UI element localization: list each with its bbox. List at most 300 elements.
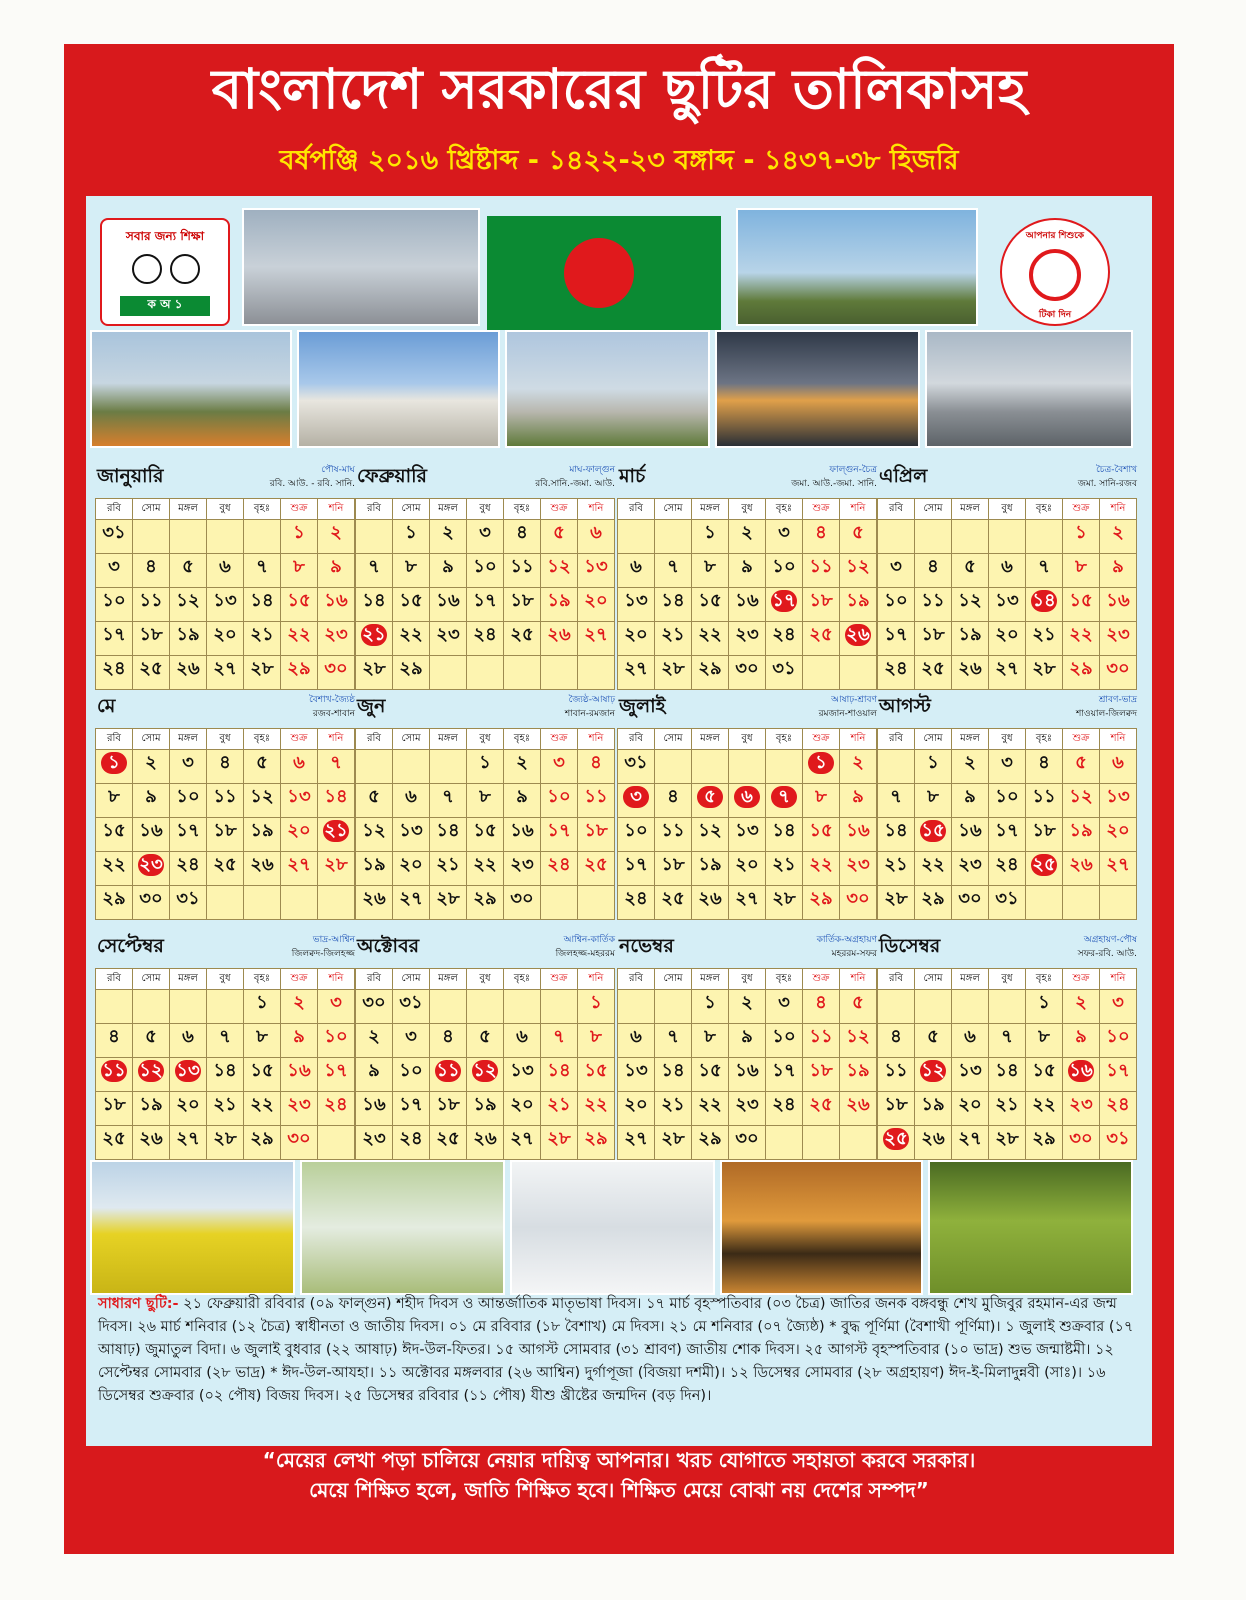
day-cell [393, 852, 430, 886]
week-row [618, 784, 877, 818]
day-cell [803, 750, 840, 784]
month-name: সেপ্টেম্বর [97, 935, 164, 957]
day-cell [618, 886, 655, 920]
date-number: ২২ [584, 1094, 608, 1115]
day-cell [318, 656, 355, 690]
weekday-header: বৃহঃ [766, 499, 803, 520]
date-number: ১৭ [995, 820, 1019, 841]
weekday-header: বুধ [989, 729, 1026, 750]
date-number: ২২ [698, 624, 722, 645]
day-cell [1063, 886, 1100, 920]
day-cell [96, 1092, 133, 1126]
date-number: ২৫ [809, 624, 833, 645]
day-cell [878, 818, 915, 852]
day-cell [393, 622, 430, 656]
date-number: ৫ [479, 1026, 491, 1047]
date-number: ৭ [442, 786, 454, 807]
day-cell [766, 784, 803, 818]
date-number: ৬ [405, 786, 417, 807]
date-number: ২০ [1106, 820, 1130, 841]
day-cell [244, 1126, 281, 1160]
day-cell [1026, 656, 1063, 690]
date-number: ২৬ [921, 1128, 945, 1149]
date-number: ২৭ [624, 1128, 648, 1149]
day-cell [281, 886, 318, 920]
day-cell [1100, 990, 1137, 1024]
week-row [96, 554, 355, 588]
day-cell [578, 750, 615, 784]
date-number: ১৫ [399, 590, 423, 611]
day-cell [170, 622, 207, 656]
week-row [618, 886, 877, 920]
date-number: ২৩ [324, 624, 348, 645]
date-number: ৯ [516, 786, 528, 807]
day-cell [915, 1024, 952, 1058]
day-cell [803, 1058, 840, 1092]
date-number: ২২ [1032, 1094, 1056, 1115]
date-number: ১০ [1106, 1026, 1130, 1047]
week-row [96, 1024, 355, 1058]
day-cell [655, 520, 692, 554]
weekday-header: বৃহঃ [1026, 499, 1063, 520]
date-number: ১৮ [809, 590, 833, 611]
month-6 [355, 690, 617, 920]
date-number: ১৭ [176, 820, 200, 841]
day-cell [766, 818, 803, 852]
weekday-header: সোম [393, 969, 430, 990]
date-number: ১৮ [102, 1094, 126, 1115]
weekday-header: রবি [356, 499, 393, 520]
day-cell [840, 622, 877, 656]
date-number: ১২ [846, 556, 870, 577]
date-number: ১৫ [473, 820, 497, 841]
day-cell [989, 520, 1026, 554]
week-row [96, 1126, 355, 1160]
day-cell [133, 588, 170, 622]
weekday-header: শনি [318, 969, 355, 990]
day-cell [803, 1024, 840, 1058]
date-number: ৫ [927, 1026, 939, 1047]
date-number: ৬ [293, 752, 305, 773]
day-cell [1100, 750, 1137, 784]
day-cell [318, 520, 355, 554]
day-cell [729, 818, 766, 852]
day-cell [618, 588, 655, 622]
weekday-header: রবি [618, 969, 655, 990]
month-name: নভেম্বর [619, 935, 674, 957]
slogan-line-2: মেয়ে শিক্ষিত হলে, জাতি শিক্ষিত হবে। শিক্ষিত মেয়ে বোঝা নয় দেশের সম্পদ” [309, 1478, 929, 1502]
date-number: ২ [1075, 992, 1087, 1013]
day-cell [356, 818, 393, 852]
day-cell [133, 1024, 170, 1058]
day-cell [504, 1126, 541, 1160]
photo-national-memorial [736, 208, 978, 326]
date-number: ২১ [661, 624, 685, 645]
date-number: ২৩ [287, 1094, 311, 1115]
date-number: ২১ [250, 624, 274, 645]
date-number: ১২ [1069, 786, 1093, 807]
date-number: ২৬ [250, 854, 274, 875]
date-number: ২৫ [436, 1128, 460, 1149]
weekday-header: সোম [915, 729, 952, 750]
day-cell [1100, 622, 1137, 656]
week-row [878, 656, 1137, 690]
day-cell [878, 622, 915, 656]
week-row [878, 1126, 1137, 1160]
day-cell [207, 1024, 244, 1058]
week-row [618, 656, 877, 690]
weekday-header: বুধ [729, 499, 766, 520]
date-number: ৩০ [958, 888, 982, 909]
week-row [878, 784, 1137, 818]
holiday-date: ১৫ [921, 820, 945, 841]
day-cell [1026, 852, 1063, 886]
day-cell [655, 554, 692, 588]
day-cell [281, 656, 318, 690]
weekday-header: বৃহঃ [504, 969, 541, 990]
month-name: মার্চ [619, 465, 646, 487]
day-cell [915, 1126, 952, 1160]
day-cell [915, 750, 952, 784]
day-cell [281, 1092, 318, 1126]
public-holidays-notes [98, 1293, 1148, 1408]
month-11 [617, 930, 879, 1160]
weekday-header: মঙ্গল [692, 969, 729, 990]
day-cell [318, 1126, 355, 1160]
date-number: ২৭ [624, 658, 648, 679]
date-number: ২৯ [102, 888, 126, 909]
date-number: ১৫ [1032, 1060, 1056, 1081]
week-row [96, 852, 355, 886]
date-number: ১৯ [846, 1060, 870, 1081]
day-cell [467, 750, 504, 784]
date-number: ১১ [661, 820, 685, 841]
week-row [878, 520, 1137, 554]
date-number: ৫ [1075, 752, 1087, 773]
week-row [356, 1024, 615, 1058]
holiday-date: ১২ [473, 1060, 497, 1081]
day-cell [430, 622, 467, 656]
date-number: ১৩ [624, 590, 648, 611]
week-row [618, 750, 877, 784]
day-cell [989, 1058, 1026, 1092]
bengali-months: পৌষ-মাঘ [321, 465, 355, 475]
weekday-header: রবি [878, 729, 915, 750]
day-cell [1026, 1058, 1063, 1092]
day-cell [1063, 1024, 1100, 1058]
date-number: ১৮ [809, 1060, 833, 1081]
day-cell [541, 1024, 578, 1058]
date-number: ২ [1112, 522, 1124, 543]
day-cell [578, 784, 615, 818]
date-number: ২২ [473, 854, 497, 875]
day-cell [170, 818, 207, 852]
date-number: ১৭ [102, 624, 126, 645]
day-cell [989, 990, 1026, 1024]
day-cell [430, 886, 467, 920]
day-cell [1100, 886, 1137, 920]
day-cell [504, 622, 541, 656]
date-number: ৯ [330, 556, 342, 577]
weekday-header: শুক্র [803, 729, 840, 750]
day-cell [1100, 1024, 1137, 1058]
day-cell [803, 818, 840, 852]
weekday-header: মঙ্গল [170, 729, 207, 750]
day-cell [356, 990, 393, 1024]
day-cell [96, 554, 133, 588]
bengali-months: আষাঢ়-শ্রাবণ [831, 695, 877, 705]
date-number: ২৭ [1106, 854, 1130, 875]
day-cell [467, 818, 504, 852]
day-cell [207, 1126, 244, 1160]
date-number: ৭ [219, 1026, 231, 1047]
date-number: ১১ [1032, 786, 1056, 807]
date-number: ২৮ [661, 658, 685, 679]
day-cell [96, 1126, 133, 1160]
weekday-header: সোম [393, 729, 430, 750]
day-cell [878, 784, 915, 818]
day-cell [430, 818, 467, 852]
date-number: ৩০ [1106, 658, 1130, 679]
date-number: ১৭ [772, 1060, 796, 1081]
day-cell [393, 886, 430, 920]
day-cell [840, 818, 877, 852]
weekday-header: সোম [915, 969, 952, 990]
day-cell [170, 1058, 207, 1092]
date-number: ৪ [442, 1026, 454, 1047]
day-cell [504, 818, 541, 852]
month-4 [877, 460, 1139, 690]
day-cell [244, 852, 281, 886]
day-cell [133, 886, 170, 920]
date-number: ৩০ [1069, 1128, 1093, 1149]
date-number: ১৯ [921, 1094, 945, 1115]
day-cell [803, 520, 840, 554]
week-row [96, 520, 355, 554]
day-cell [207, 622, 244, 656]
photo-hilsa-fish [510, 1160, 715, 1295]
date-number: ৯ [741, 1026, 753, 1047]
date-number: ১৮ [213, 820, 237, 841]
day-cell [170, 554, 207, 588]
date-number: ১৮ [661, 854, 685, 875]
date-number: ২ [741, 522, 753, 543]
date-number: ১৩ [584, 556, 608, 577]
weekday-header: সোম [655, 499, 692, 520]
weekday-header: মঙ্গল [430, 499, 467, 520]
day-cell [1063, 1092, 1100, 1126]
day-cell [281, 852, 318, 886]
day-cell [541, 852, 578, 886]
date-number: ১১ [584, 786, 608, 807]
date-number: ১২ [547, 556, 571, 577]
day-cell [952, 554, 989, 588]
date-number: ৬ [516, 1026, 528, 1047]
day-cell [878, 750, 915, 784]
date-number: ৯ [964, 786, 976, 807]
date-number: ১৪ [995, 1060, 1019, 1081]
weekday-header: শনি [1100, 499, 1137, 520]
book-letters: ক অ ১ [120, 296, 210, 316]
day-cell [318, 750, 355, 784]
day-cell [1063, 622, 1100, 656]
weekday-header: মঙ্গল [430, 969, 467, 990]
date-number: ১৭ [884, 624, 908, 645]
vaccination-logo-top: আপনার শিশুকে [1025, 231, 1085, 241]
date-number: ৩১ [1106, 1128, 1130, 1149]
date-number: ২৮ [324, 854, 348, 875]
date-number: ২ [330, 522, 342, 543]
weekday-header: বৃহঃ [504, 499, 541, 520]
day-cell [356, 750, 393, 784]
day-cell [578, 990, 615, 1024]
date-number: ১ [1038, 992, 1050, 1013]
date-number: ৭ [256, 556, 268, 577]
date-number: ২৩ [1069, 1094, 1093, 1115]
date-number: ৩১ [399, 992, 423, 1013]
day-cell [803, 656, 840, 690]
date-number: ৩ [553, 752, 565, 773]
day-cell [618, 1024, 655, 1058]
date-number: ২৬ [176, 658, 200, 679]
day-cell [840, 784, 877, 818]
weekday-header: রবি [618, 729, 655, 750]
date-number: ২৮ [995, 1128, 1019, 1149]
date-number: ৫ [553, 522, 565, 543]
day-cell [133, 520, 170, 554]
day-cell [915, 1092, 952, 1126]
day-cell [281, 1058, 318, 1092]
hijri-months: শাবান-রমজান [564, 709, 615, 719]
date-number: ২২ [921, 854, 945, 875]
weekday-header: মঙ্গল [430, 729, 467, 750]
date-number: ৩ [479, 522, 491, 543]
weekday-header: রবি [878, 969, 915, 990]
education-logo-text: সবার জন্য শিক্ষা [125, 229, 205, 243]
date-number: ১০ [473, 556, 497, 577]
date-number: ১ [590, 992, 602, 1013]
holiday-date: ১১ [102, 1060, 126, 1081]
date-number: ১৬ [362, 1094, 386, 1115]
day-cell [952, 784, 989, 818]
date-number: ২৮ [884, 888, 908, 909]
day-cell [766, 622, 803, 656]
date-number: ৩ [778, 522, 790, 543]
day-cell [467, 588, 504, 622]
hijri-months: রমজান-শাওয়াল [818, 709, 877, 719]
hijri-months: রজব-শাবান [312, 709, 355, 719]
day-cell [356, 656, 393, 690]
holiday-date: ৩ [623, 786, 649, 808]
date-number: ২০ [995, 624, 1019, 645]
date-number: ৩০ [324, 658, 348, 679]
date-number: ৪ [145, 556, 157, 577]
day-cell [207, 554, 244, 588]
day-cell [207, 1058, 244, 1092]
week-row [618, 520, 877, 554]
day-cell [803, 852, 840, 886]
day-cell [692, 750, 729, 784]
date-number: ২ [442, 522, 454, 543]
day-cell [578, 818, 615, 852]
date-number: ৭ [667, 1026, 679, 1047]
date-number: ২২ [250, 1094, 274, 1115]
day-cell [766, 1024, 803, 1058]
day-cell [467, 990, 504, 1024]
month-grid [355, 498, 615, 690]
day-cell [729, 1058, 766, 1092]
day-cell [504, 656, 541, 690]
day-cell [318, 1058, 355, 1092]
weekday-header: রবি [96, 729, 133, 750]
day-cell [840, 1058, 877, 1092]
day-cell [133, 1092, 170, 1126]
date-number: ১১ [213, 786, 237, 807]
day-cell [96, 818, 133, 852]
date-number: ১০ [624, 820, 648, 841]
day-cell [952, 1126, 989, 1160]
weekday-header: সোম [655, 969, 692, 990]
holiday-date: ১ [101, 752, 127, 774]
weekday-header: রবি [878, 499, 915, 520]
date-number: ১৪ [324, 786, 348, 807]
date-number: ৩ [1112, 992, 1124, 1013]
day-cell [692, 990, 729, 1024]
day-cell [655, 656, 692, 690]
day-cell [541, 1058, 578, 1092]
day-cell [655, 886, 692, 920]
day-cell [878, 588, 915, 622]
date-number: ১ [704, 522, 716, 543]
date-number: ২৫ [213, 854, 237, 875]
holiday-date: ১৩ [176, 1060, 200, 1081]
holiday-date: ২১ [362, 624, 386, 645]
weekday-header: শুক্র [803, 969, 840, 990]
month-grid [617, 498, 877, 690]
date-number: ৩ [778, 992, 790, 1013]
day-cell [618, 1126, 655, 1160]
hijri-months: জিলহজ্জ-মহররম [555, 949, 615, 959]
day-cell [207, 1092, 244, 1126]
month-2 [355, 460, 617, 690]
hijri-months: জমা. আউ.-জমা. সানি. [791, 479, 877, 489]
date-number: ২১ [213, 1094, 237, 1115]
day-cell [803, 886, 840, 920]
day-cell [170, 750, 207, 784]
day-cell [133, 1126, 170, 1160]
week-row [356, 656, 615, 690]
hijri-months: সফর-রবি. আউ. [1077, 949, 1137, 959]
day-cell [989, 1024, 1026, 1058]
date-number: ২ [741, 992, 753, 1013]
date-number: ৭ [553, 1026, 565, 1047]
date-number: ১৪ [362, 590, 386, 611]
weekday-header: রবি [618, 499, 655, 520]
date-number: ১৩ [995, 590, 1019, 611]
day-cell [1063, 784, 1100, 818]
day-cell [989, 1092, 1026, 1126]
day-cell [618, 1058, 655, 1092]
week-row [878, 1024, 1137, 1058]
week-row [618, 818, 877, 852]
month-grid [877, 968, 1137, 1160]
weekday-header: সোম [133, 969, 170, 990]
day-cell [356, 520, 393, 554]
bengali-months: অগ্রহায়ণ-পৌষ [1083, 935, 1137, 945]
day-cell [356, 1092, 393, 1126]
date-number: ৩ [1001, 752, 1013, 773]
day-cell [244, 588, 281, 622]
